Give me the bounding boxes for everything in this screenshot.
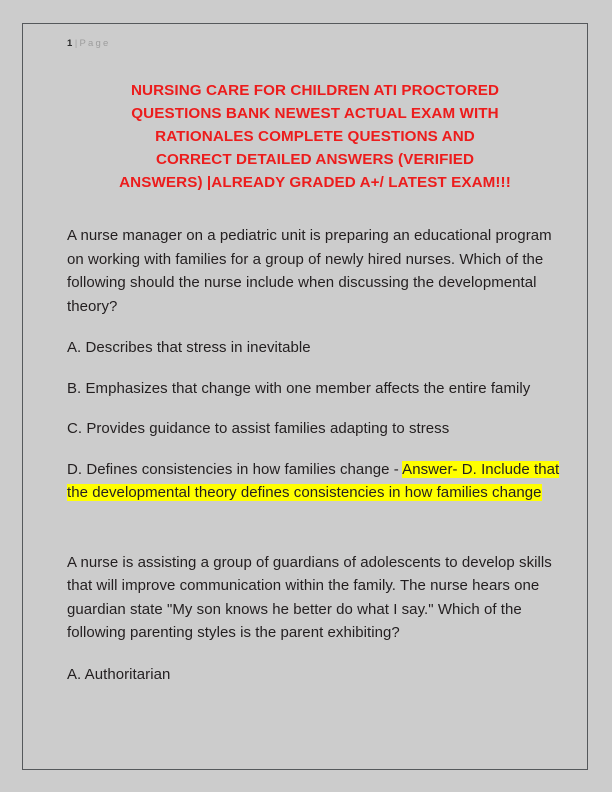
page-number: 1	[67, 38, 73, 49]
question-1-option-a: A. Describes that stress in inevitable	[67, 339, 311, 356]
page-label: Page	[79, 38, 111, 49]
title-line-3: RATIONALES COMPLETE QUESTIONS AND	[155, 128, 475, 145]
header-separator: |	[74, 38, 78, 49]
title-line-2: QUESTIONS BANK NEWEST ACTUAL EXAM WITH	[131, 105, 499, 122]
option-d-text: D. Defines consistencies in how families change -	[67, 460, 403, 478]
question-1-option-d-answer	[67, 458, 563, 505]
answer-highlight: Answer- D. Include that the developmental theory defines consistencies in how families change	[67, 460, 560, 501]
page-content-area	[23, 24, 587, 769]
question-1-option-c: C. Provides guidance to assist families adapting to stress	[67, 420, 450, 437]
document-body	[67, 224, 563, 686]
document-title	[67, 79, 563, 194]
running-header	[67, 24, 563, 51]
title-line-4: CORRECT DETAILED ANSWERS (VERIFIED	[155, 151, 475, 168]
question-2-stem: A nurse is assisting a group of guardians of adolescents to develop skills that will improve communication within the family. The nurse hears one guardian state "My son knows he better do what I say." Which of the following parenting styles is the parent exhibiting?	[67, 553, 552, 641]
title-line-5: ANSWERS) |ALREADY GRADED A+/ LATEST EXAM!!!	[119, 174, 511, 191]
document-page	[22, 23, 588, 770]
question-2-option-a: A. Authoritarian	[67, 665, 171, 683]
question-1-stem: A nurse manager on a pediatric unit is preparing an educational program on working with families for a group of newly hired nurses. Which of the following should the nurse include when discussing the developmental theory?	[67, 227, 552, 315]
title-line-1: NURSING CARE FOR CHILDREN ATI PROCTORED	[130, 82, 500, 99]
question-1-option-b: B. Emphasizes that change with one member affects the entire family	[67, 379, 531, 397]
